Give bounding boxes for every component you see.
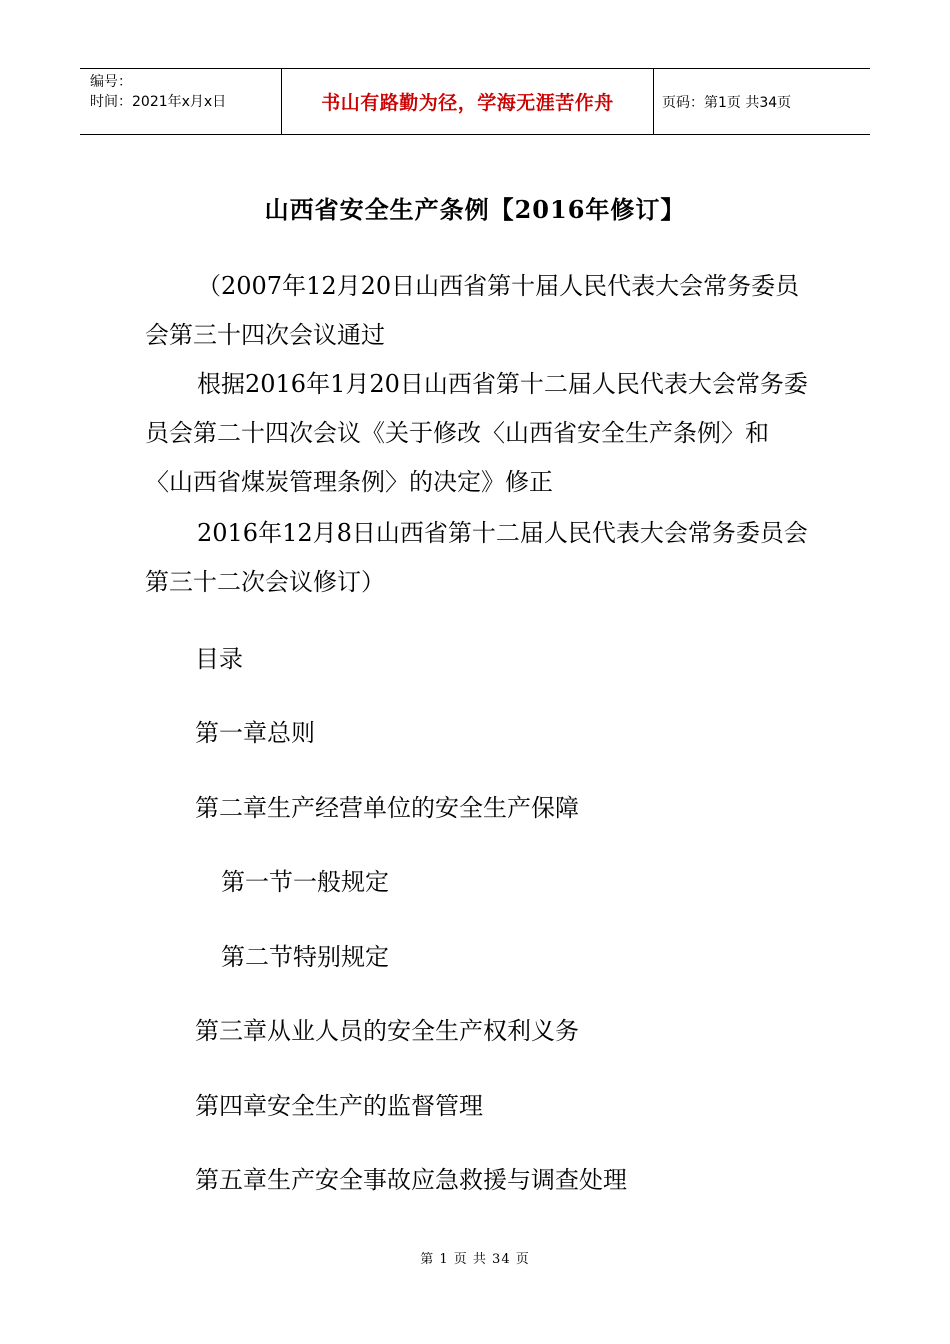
toc-item-chapter-4: 第四章安全生产的监督管理 — [195, 1092, 483, 1120]
number-label: 编号： — [90, 74, 132, 90]
page-footer: 第 1 页 共 34 页 — [420, 1252, 530, 1267]
intro-paragraph-2: 根据2016年1月20日山西省第十二届人民代表大会常务委员会第二十四次会议《关于修改〈山西省安全生产条例〉和〈山西省煤炭管理条例〉的决定》修正 — [145, 370, 808, 496]
toc-item-section-1: 第一节一般规定 — [221, 868, 389, 896]
page-header — [80, 68, 870, 135]
intro-paragraph-1: （2007年12月20日山西省第十届人民代表大会常务委员会第三十四次会议通过 — [145, 272, 800, 349]
toc-item-chapter-2: 第二章生产经营单位的安全生产保障 — [195, 794, 579, 822]
toc-item-chapter-1: 第一章总则 — [195, 719, 315, 747]
document-title: 山西省安全生产条例【2016年修订】 — [264, 195, 686, 224]
toc-item-chapter-3: 第三章从业人员的安全生产权利义务 — [195, 1017, 579, 1045]
header-page-info — [654, 69, 870, 134]
intro-paragraph-3: 2016年12月8日山西省第十二届人民代表大会常务委员会第三十二次会议修订） — [145, 519, 808, 596]
toc-heading: 目录 — [195, 645, 243, 673]
header-motto: 书山有路勤为径，学海无涯苦作舟 — [321, 92, 614, 114]
page-info-text: 页码：第1页 共34页 — [662, 94, 792, 111]
toc-item-chapter-5: 第五章生产安全事故应急救援与调查处理 — [195, 1166, 627, 1194]
header-meta — [80, 69, 281, 134]
header-motto-cell — [281, 69, 654, 134]
toc-item-section-2: 第二节特别规定 — [221, 943, 389, 971]
date-label: 时间：2021年x月x日 — [90, 94, 227, 110]
